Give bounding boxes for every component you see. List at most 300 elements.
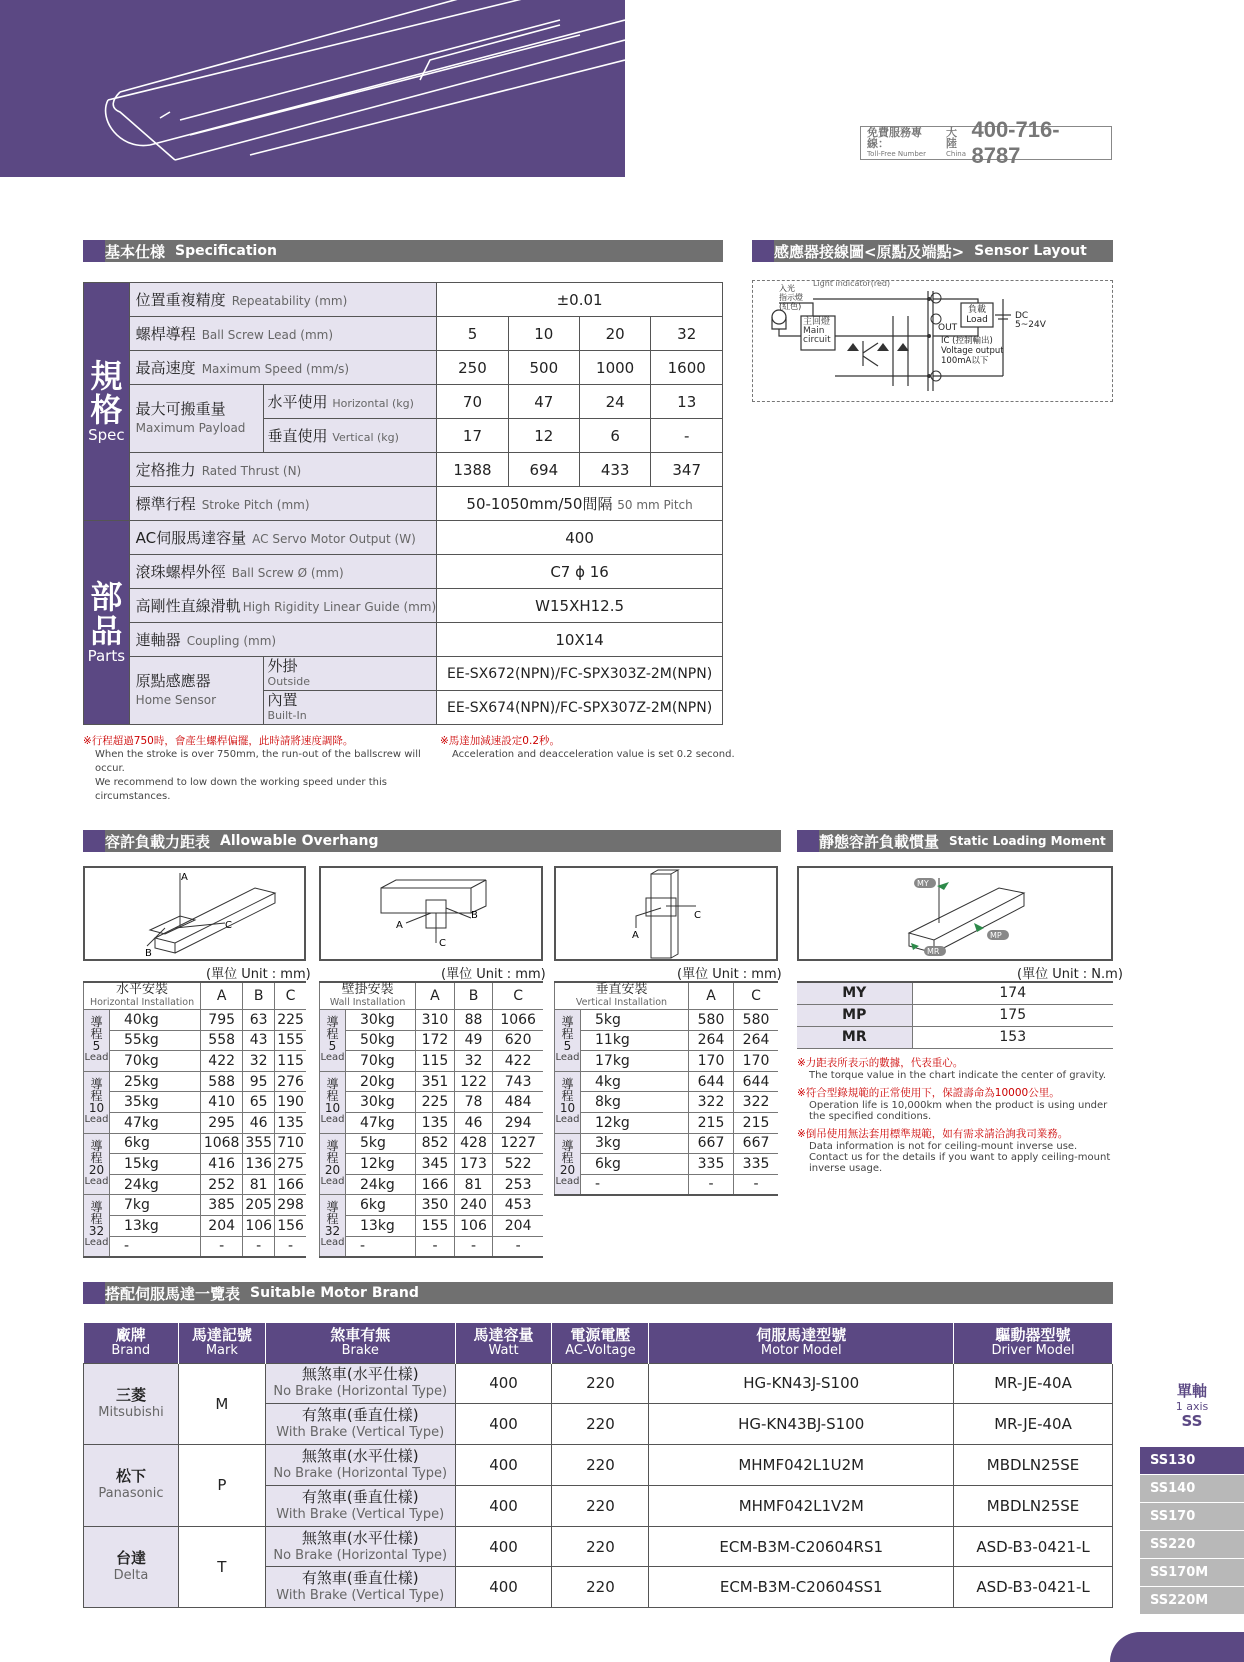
table-row — [320, 1030, 544, 1051]
side-tab-ss220m[interactable]: SS220M — [1140, 1587, 1244, 1614]
horizontal-illustration — [83, 866, 306, 961]
column-header: B — [243, 982, 275, 1010]
svg-text:A: A — [396, 920, 403, 931]
value-cell: 115 — [275, 1051, 306, 1072]
motor-header-en: Driver Model — [991, 1342, 1075, 1358]
load-cell: 70kg — [110, 1051, 201, 1072]
value-cell: 49 — [454, 1030, 493, 1051]
table-row — [320, 1236, 544, 1257]
value-cell: 335 — [734, 1154, 778, 1175]
svg-text:MY: MY — [917, 879, 929, 888]
brake-cell: 有煞車(垂直仕樣) With Brake (Vertical Type) — [265, 1404, 455, 1445]
value-cell: 422 — [201, 1051, 243, 1072]
side-title: 單軸 1 axis SS — [1175, 1382, 1209, 1430]
value-cell: 276 — [275, 1071, 306, 1092]
load-cell: 24kg — [346, 1174, 416, 1195]
value-cell: 122 — [454, 1071, 493, 1092]
lead-en: Lead — [320, 1052, 345, 1064]
value-cell: 115 — [416, 1051, 455, 1072]
install-type-header: 垂直安裝 Vertical Installation — [555, 982, 689, 1010]
table-row — [320, 1174, 544, 1195]
column-header: B — [454, 982, 493, 1010]
motor-model-cell: MHMF042L1V2M — [649, 1485, 954, 1526]
table-row — [320, 1195, 544, 1216]
value-cell: 252 — [201, 1174, 243, 1195]
table-header-row — [320, 982, 544, 1010]
lead-label: 導 程 20 Lead — [320, 1133, 346, 1195]
lead-label: 導 程 5 Lead — [84, 1010, 110, 1072]
lead-label: 導 程 5 Lead — [320, 1010, 346, 1072]
value-cell: 588 — [201, 1071, 243, 1092]
note-en: The torque value in the chart indicate the center of gravity. — [809, 1070, 1107, 1081]
install-type-header: 壁掛安裝 Wall Installation — [320, 982, 416, 1010]
value-cell: - — [734, 1174, 778, 1195]
value-cell: 46 — [243, 1112, 275, 1133]
install-type-en: Wall Installation — [329, 997, 406, 1008]
column-header: A — [201, 982, 243, 1010]
value-cell: 667 — [734, 1133, 778, 1154]
table-row — [84, 1030, 307, 1051]
section-spec: 基本仕様 Specification — [83, 240, 723, 262]
load-cell: 55kg — [110, 1030, 201, 1051]
motor-model-cell: ECM-B3M-C20604SS1 — [649, 1567, 954, 1608]
value-cell: 275 — [275, 1154, 306, 1175]
sensor-diagram — [752, 280, 1113, 402]
table-row — [555, 1112, 779, 1133]
motor-model-cell: MHMF042L1U2M — [649, 1445, 954, 1486]
svg-text:C: C — [694, 910, 701, 921]
svg-text:C: C — [439, 938, 446, 949]
moment-drawing — [799, 868, 1111, 959]
voltage-cell: 220 — [552, 1404, 649, 1445]
load-cell: 30kg — [346, 1010, 416, 1031]
value-cell: 204 — [201, 1215, 243, 1236]
lead-en: Lead — [84, 1114, 109, 1126]
moment-table — [797, 981, 1113, 1049]
value-cell: 294 — [493, 1112, 543, 1133]
value-cell: - — [493, 1236, 543, 1257]
horizontal-overhang-table — [83, 981, 306, 1258]
unit-label-vertical: (單位 Unit : mm) — [677, 967, 782, 982]
load-cell: 50kg — [346, 1030, 416, 1051]
value-cell: 416 — [201, 1154, 243, 1175]
lead-en: Lead — [320, 1175, 345, 1187]
hero-banner — [0, 0, 625, 177]
section-overhang: 容許負載力距表 Allowable Overhang — [83, 830, 781, 852]
value-cell: 95 — [243, 1071, 275, 1092]
value-cell: 88 — [454, 1010, 493, 1031]
dc-label: DC 5~24V — [1015, 311, 1046, 330]
brand-cell — [84, 1526, 179, 1608]
table-row — [84, 1092, 307, 1113]
lead-label: 導 程 10 Lead — [84, 1071, 110, 1133]
value-cell: 422 — [493, 1051, 543, 1072]
motor-row — [84, 1363, 1113, 1404]
value-cell: 135 — [416, 1112, 455, 1133]
table-row — [320, 1051, 544, 1072]
load-cell: - — [346, 1236, 416, 1257]
value-cell: 355 — [243, 1133, 275, 1154]
value-cell: 205 — [243, 1195, 275, 1216]
moment-value: 153 — [912, 1026, 1113, 1048]
table-row — [320, 1092, 544, 1113]
moment-key: MP — [797, 1004, 912, 1026]
section-sensor: 感應器接線圖<原點及端點> Sensor Layout — [752, 240, 1113, 262]
ic-label: IC (控制輸出) Voltage output 100mA以下 — [941, 336, 1004, 366]
motor-header-en: Motor Model — [760, 1342, 842, 1358]
value-cell: 620 — [493, 1030, 543, 1051]
load-label: 負載 Load — [966, 305, 988, 325]
value-cell: 580 — [734, 1010, 778, 1031]
value-cell: - — [243, 1236, 275, 1257]
install-type-en: Horizontal Installation — [89, 997, 195, 1008]
note-cn: ※符合型錄規範的正常使用下，保證壽命為10000公里。 — [797, 1087, 1060, 1099]
brake-en: With Brake (Vertical Type) — [276, 1506, 445, 1522]
value-cell: 264 — [688, 1030, 733, 1051]
value-cell: 204 — [493, 1215, 543, 1236]
motor-row — [84, 1445, 1113, 1486]
value-cell: 253 — [493, 1174, 543, 1195]
load-cell: 17kg — [581, 1051, 689, 1072]
moment-row — [797, 1004, 1113, 1026]
brake-cell: 無煞車(水平仕樣) No Brake (Horizontal Type) — [265, 1363, 455, 1404]
side-tab-ss130[interactable]: SS130 — [1140, 1447, 1244, 1474]
value-cell: 155 — [416, 1215, 455, 1236]
value-cell: 156 — [275, 1215, 306, 1236]
lead-label: 導 程 32 Lead — [84, 1195, 110, 1257]
watt-cell: 400 — [455, 1445, 552, 1486]
side-tab-ss170[interactable]: SS170 — [1140, 1503, 1244, 1530]
column-header: A — [416, 982, 455, 1010]
value-cell: 345 — [416, 1154, 455, 1175]
motor-header: 伺服馬達型號 Motor Model — [649, 1323, 954, 1363]
lead-label: 導 程 32 Lead — [320, 1195, 346, 1257]
value-cell: 106 — [454, 1215, 493, 1236]
value-cell: 63 — [243, 1010, 275, 1031]
watt-cell: 400 — [455, 1404, 552, 1445]
table-row — [555, 1051, 779, 1072]
spec-note-2: ※馬達加減速設定0.2秒。 Acceleration and deacceleration value is set 0.2 second. — [440, 735, 735, 760]
parts-group: 部 品 Parts — [84, 521, 130, 725]
value-cell: 322 — [734, 1092, 778, 1113]
load-cell: 11kg — [581, 1030, 689, 1051]
motor-header-en: Brand — [111, 1342, 151, 1358]
lead-en: Lead — [555, 1052, 580, 1064]
value-cell: 65 — [243, 1092, 275, 1113]
horizontal-mount-drawing — [85, 868, 304, 959]
value-cell: 166 — [275, 1174, 306, 1195]
value-cell: 295 — [201, 1112, 243, 1133]
value-cell: 78 — [454, 1092, 493, 1113]
brand-cn: 三菱 — [115, 1385, 146, 1404]
value-cell: 1066 — [493, 1010, 543, 1031]
brand-cn: 台達 — [115, 1548, 146, 1567]
spec-note-1: ※行程超過750時，會產生螺桿偏擺，此時請將速度調降。 When the stroke is over 750mm, the run-out of the ballscrew will occur. We recommend to low down the working speed under this circumstances. — [83, 735, 421, 802]
moment-key: MY — [797, 982, 912, 1004]
lead-en: Lead — [555, 1175, 580, 1187]
value-cell: 170 — [688, 1051, 733, 1072]
tollfree-badge: 免費服務專線： Toll-Free Number 大陸 China 400-716-8787 — [860, 126, 1112, 160]
value-cell: 46 — [454, 1112, 493, 1133]
column-header: C — [493, 982, 543, 1010]
brake-en: No Brake (Horizontal Type) — [273, 1465, 448, 1481]
value-cell: 428 — [454, 1133, 493, 1154]
table-row — [84, 1112, 307, 1133]
moment-key: MR — [797, 1026, 912, 1048]
table-row — [84, 1133, 307, 1154]
brand-en: Delta — [113, 1567, 149, 1583]
mark-cell: T — [178, 1526, 265, 1608]
motor-header: 馬達記號 Mark — [178, 1323, 265, 1363]
value-cell: 322 — [688, 1092, 733, 1113]
svg-text:MP: MP — [990, 931, 1002, 940]
load-cell: 70kg — [346, 1051, 416, 1072]
value-cell: 1068 — [201, 1133, 243, 1154]
moment-value: 175 — [912, 1004, 1113, 1026]
value-cell: 410 — [201, 1092, 243, 1113]
load-cell: 35kg — [110, 1092, 201, 1113]
motor-header-en: Brake — [341, 1342, 379, 1358]
table-row — [84, 1195, 307, 1216]
unit-label-wall: (單位 Unit : mm) — [441, 967, 546, 982]
value-cell: 155 — [275, 1030, 306, 1051]
vertical-overhang-table — [554, 981, 778, 1196]
load-cell: 20kg — [346, 1071, 416, 1092]
watt-cell: 400 — [455, 1567, 552, 1608]
load-cell: 12kg — [581, 1112, 689, 1133]
load-cell: 25kg — [110, 1071, 201, 1092]
table-row — [84, 1154, 307, 1175]
mark-cell: M — [178, 1363, 265, 1445]
unit-label-moment: (單位 Unit : N.m) — [1017, 967, 1123, 982]
value-cell: 170 — [734, 1051, 778, 1072]
page-corner — [1110, 1632, 1244, 1662]
table-row — [84, 1010, 307, 1031]
moment-illustration — [797, 866, 1113, 961]
value-cell: - — [201, 1236, 243, 1257]
load-cell: 30kg — [346, 1092, 416, 1113]
load-cell: 47kg — [346, 1112, 416, 1133]
value-cell: - — [416, 1236, 455, 1257]
voltage-cell: 220 — [552, 1445, 649, 1486]
value-cell: 580 — [688, 1010, 733, 1031]
main-circuit-label: 主回燈 Main circuit — [803, 317, 831, 345]
load-cell: 5kg — [581, 1010, 689, 1031]
table-row — [320, 1154, 544, 1175]
driver-model-cell: ASD-B3-0421-L — [954, 1567, 1113, 1608]
brake-cell: 有煞車(垂直仕樣) With Brake (Vertical Type) — [265, 1567, 455, 1608]
lead-en: Lead — [320, 1237, 345, 1249]
table-row — [555, 1133, 779, 1154]
lead-en: Lead — [555, 1114, 580, 1126]
value-cell: 522 — [493, 1154, 543, 1175]
table-row — [320, 1010, 544, 1031]
motor-header-en: Watt — [488, 1342, 519, 1358]
watt-cell: 400 — [455, 1485, 552, 1526]
table-row — [84, 1051, 307, 1072]
lead-label: 導 程 10 Lead — [555, 1071, 581, 1133]
column-header: C — [275, 982, 306, 1010]
svg-text:C: C — [225, 920, 232, 931]
motor-header: 電源電壓 AC-Voltage — [552, 1323, 649, 1363]
brand-en: Mitsubishi — [98, 1404, 164, 1420]
column-header: C — [734, 982, 778, 1010]
svg-text:A: A — [181, 872, 188, 883]
value-cell: 264 — [734, 1030, 778, 1051]
value-cell: 215 — [734, 1112, 778, 1133]
motor-header-en: AC-Voltage — [565, 1342, 636, 1358]
brand-cell — [84, 1445, 179, 1527]
moment-row — [797, 982, 1113, 1004]
value-cell: 710 — [275, 1133, 306, 1154]
moment-row — [797, 1026, 1113, 1048]
brake-en: With Brake (Vertical Type) — [276, 1425, 445, 1441]
motor-model-cell: HG-KN43BJ-S100 — [649, 1404, 954, 1445]
load-cell: 6kg — [581, 1154, 689, 1175]
lead-en: Lead — [84, 1237, 109, 1249]
driver-model-cell: MR-JE-40A — [954, 1363, 1113, 1404]
voltage-cell: 220 — [552, 1363, 649, 1404]
motor-header-en: Mark — [205, 1342, 238, 1358]
value-cell: 32 — [454, 1051, 493, 1072]
load-cell: - — [581, 1174, 689, 1195]
motor-header-row — [84, 1323, 1113, 1363]
unit-label-horizontal: (單位 Unit : mm) — [206, 967, 311, 982]
table-row — [84, 1236, 307, 1257]
driver-model-cell: MR-JE-40A — [954, 1404, 1113, 1445]
table-row — [555, 1071, 779, 1092]
load-cell: 7kg — [110, 1195, 201, 1216]
load-cell: 8kg — [581, 1092, 689, 1113]
vertical-illustration — [554, 866, 778, 961]
value-cell: 173 — [454, 1154, 493, 1175]
table-row — [555, 1030, 779, 1051]
table-row — [84, 1071, 307, 1092]
value-cell: 743 — [493, 1071, 543, 1092]
value-cell: 81 — [454, 1174, 493, 1195]
motor-header: 驅動器型號 Driver Model — [954, 1323, 1113, 1363]
brake-en: With Brake (Vertical Type) — [276, 1588, 445, 1604]
lead-en: Lead — [84, 1052, 109, 1064]
value-cell: - — [275, 1236, 306, 1257]
value-cell: 644 — [734, 1071, 778, 1092]
value-cell: 795 — [201, 1010, 243, 1031]
value-cell: 310 — [416, 1010, 455, 1031]
load-cell: - — [110, 1236, 201, 1257]
lead-en: Lead — [84, 1175, 109, 1187]
out-label: OUT — [938, 323, 958, 333]
lead-label: 導 程 20 Lead — [84, 1133, 110, 1195]
value-cell: 335 — [688, 1154, 733, 1175]
load-cell: 24kg — [110, 1174, 201, 1195]
brand-en: Panasonic — [98, 1486, 164, 1502]
watt-cell: 400 — [455, 1526, 552, 1567]
value-cell: 225 — [275, 1010, 306, 1031]
load-cell: 12kg — [346, 1154, 416, 1175]
load-cell: 15kg — [110, 1154, 201, 1175]
table-row — [84, 1174, 307, 1195]
brake-en: No Brake (Horizontal Type) — [273, 1384, 448, 1400]
table-header-row — [84, 982, 307, 1010]
wall-mount-drawing — [321, 868, 541, 959]
table-row — [320, 1215, 544, 1236]
load-cell: 6kg — [110, 1133, 201, 1154]
wall-overhang-table — [319, 981, 543, 1258]
motor-header: 馬達容量 Watt — [455, 1323, 552, 1363]
brake-cell: 有煞車(垂直仕樣) With Brake (Vertical Type) — [265, 1485, 455, 1526]
value-cell: 667 — [688, 1133, 733, 1154]
brake-cell: 無煞車(水平仕樣) No Brake (Horizontal Type) — [265, 1445, 455, 1486]
motor-model-cell: HG-KN43J-S100 — [649, 1363, 954, 1404]
driver-model-cell: MBDLN25SE — [954, 1445, 1113, 1486]
wall-illustration — [319, 866, 543, 961]
brand-cell — [84, 1363, 179, 1445]
value-cell: - — [454, 1236, 493, 1257]
value-cell: 240 — [454, 1195, 493, 1216]
value-cell: 81 — [243, 1174, 275, 1195]
value-cell: 298 — [275, 1195, 306, 1216]
side-tab-ss140[interactable]: SS140 — [1140, 1475, 1244, 1502]
svg-text:B: B — [471, 910, 478, 921]
value-cell: 135 — [275, 1112, 306, 1133]
table-row — [320, 1071, 544, 1092]
section-moment: 靜態容許負載慣量 Static Loading Moment — [797, 830, 1113, 852]
watt-cell: 400 — [455, 1363, 552, 1404]
value-cell: 190 — [275, 1092, 306, 1113]
value-cell: 644 — [688, 1071, 733, 1092]
table-header-row — [555, 982, 779, 1010]
light-indicator-en: Light indicator(red) — [813, 279, 891, 288]
lead-label: 導 程 20 Lead — [555, 1133, 581, 1195]
table-row — [555, 1010, 779, 1031]
driver-model-cell: MBDLN25SE — [954, 1485, 1113, 1526]
column-header: A — [688, 982, 733, 1010]
voltage-cell: 220 — [552, 1485, 649, 1526]
side-tab-ss170m[interactable]: SS170M — [1140, 1559, 1244, 1586]
note-cn: ※力距表所表示的數據，代表重心。 — [797, 1057, 964, 1069]
motor-row — [84, 1526, 1113, 1567]
load-cell: 13kg — [346, 1215, 416, 1236]
table-row — [555, 1174, 779, 1195]
table-row — [320, 1112, 544, 1133]
voltage-cell: 220 — [552, 1526, 649, 1567]
motor-header: 煞車有無 Brake — [265, 1323, 455, 1363]
lead-label: 導 程 5 Lead — [555, 1010, 581, 1072]
load-cell: 47kg — [110, 1112, 201, 1133]
value-cell: 453 — [493, 1195, 543, 1216]
lead-en: Lead — [320, 1114, 345, 1126]
motor-table — [83, 1323, 1113, 1608]
value-cell: 558 — [201, 1030, 243, 1051]
side-tab-ss220[interactable]: SS220 — [1140, 1531, 1244, 1558]
load-cell: 40kg — [110, 1010, 201, 1031]
light-indicator-label: 入光 指示燈 (紅色) — [779, 284, 803, 311]
value-cell: 225 — [416, 1092, 455, 1113]
value-cell: 166 — [416, 1174, 455, 1195]
motor-model-cell: ECM-B3M-C20604RS1 — [649, 1526, 954, 1567]
load-cell: 5kg — [346, 1133, 416, 1154]
driver-model-cell: ASD-B3-0421-L — [954, 1526, 1113, 1567]
value-cell: 43 — [243, 1030, 275, 1051]
value-cell: 172 — [416, 1030, 455, 1051]
motor-header: 廠牌 Brand — [84, 1323, 179, 1363]
value-cell: 106 — [243, 1215, 275, 1236]
load-cell: 6kg — [346, 1195, 416, 1216]
moment-value: 174 — [912, 982, 1113, 1004]
svg-text:B: B — [145, 948, 152, 959]
mark-cell: P — [178, 1445, 265, 1527]
note-en: Data information is not for ceiling-mount inverse use. Contact us for the details if you want to apply ceiling-mount inverse usage. — [809, 1141, 1111, 1174]
